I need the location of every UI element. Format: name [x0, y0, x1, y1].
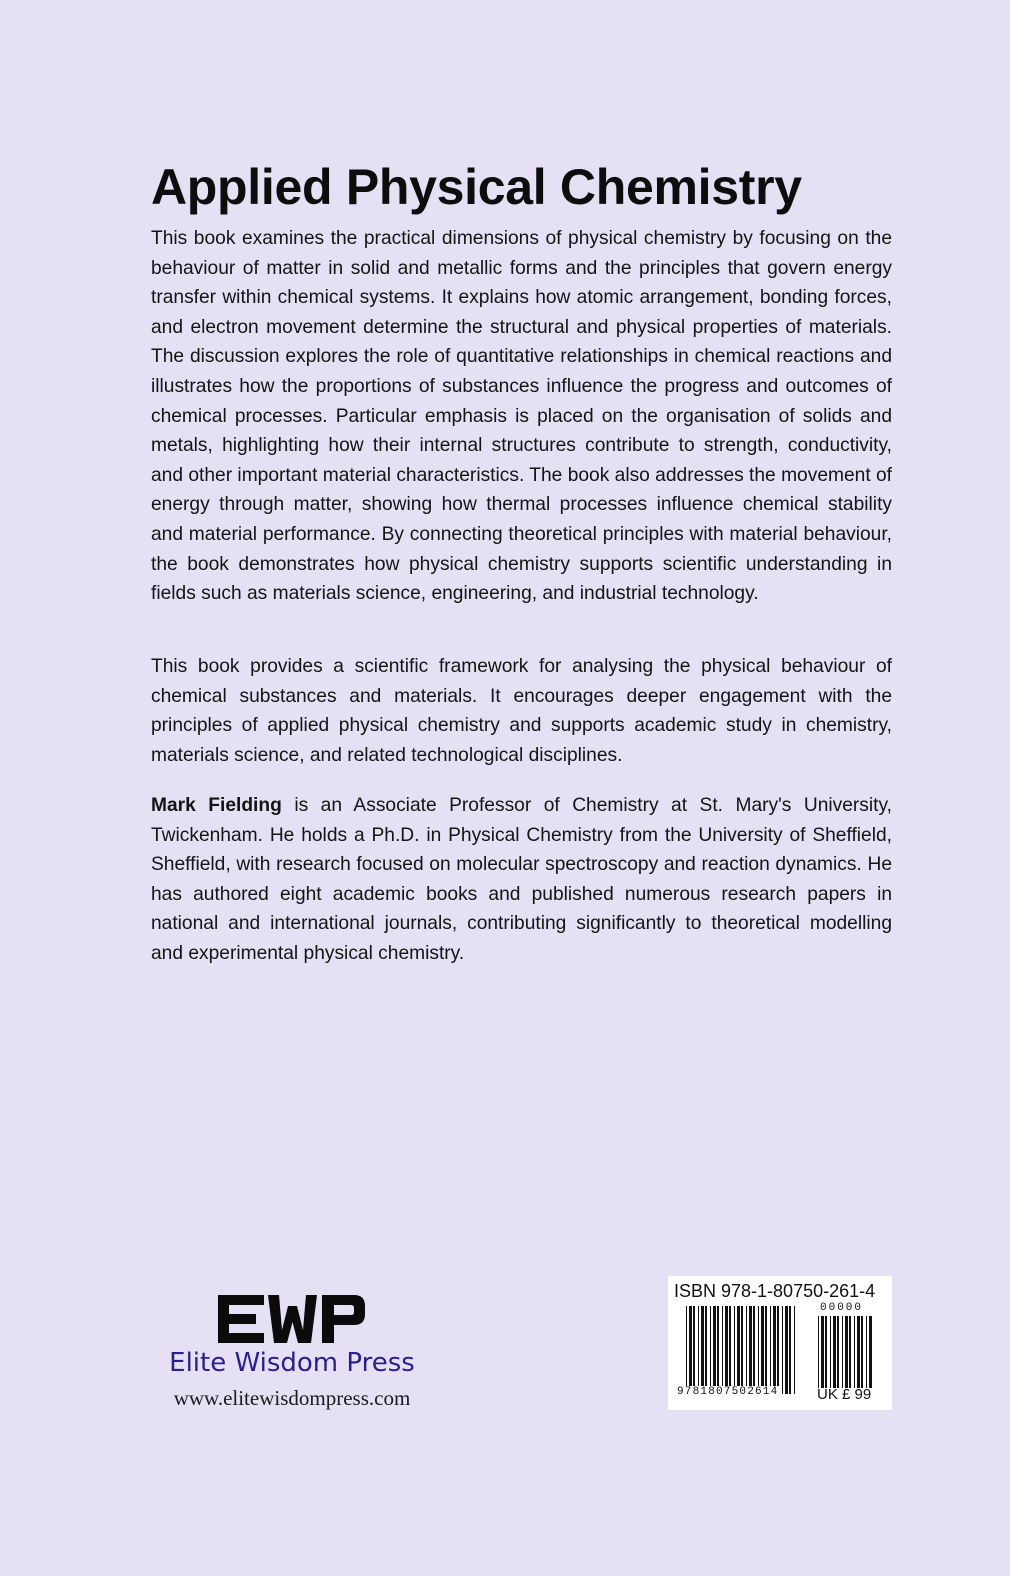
publisher-logo [151, 1292, 433, 1417]
barcode-digits: 9781807502614 [677, 1386, 779, 1398]
ewp-logo-mark [216, 1292, 368, 1346]
publisher-website: www.elitewisdompress.com [173, 1386, 411, 1410]
author-bio-paragraph [151, 791, 892, 969]
isbn-barcode [668, 1276, 892, 1410]
author-name: Mark Fielding [151, 795, 282, 816]
description-paragraph-1: This book examines the practical dimensions of physical chemistry by focusing on the behaviour of matter in solid and metallic forms and the principles that govern energy transfer within chemical systems. It explains how atomic arrangement, bonding forces, and electron movement determine the structural and physical properties of materials. The discussion explores the role of quantitative relationships in chemical reactions and illustrates how the proportions of substances influence the progress and outcomes of chemical processes. Particular emphasis is placed on the organisation of solids and metals, highlighting how their internal structures contribute to strength, conductivity, and other important material characteristics. The book also addresses the movement of energy through matter, showing how thermal processes influence chemical stability and material performance. By connecting theoretical principles with material behaviour, the book demonstrates how physical chemistry supports scientific understanding in fields such as materials science, engineering, and industrial technology. [151, 228, 892, 605]
isbn-label: ISBN 978-1-80750-261-4 [674, 1281, 876, 1301]
barcode-addon-digits: 00000 [820, 1302, 864, 1314]
price-label: UK £ 99 [817, 1386, 872, 1403]
publisher-name: Elite Wisdom Press [169, 1348, 415, 1378]
author-bio-text: is an Associate Professor of Chemistry at St. Mary's University, Twickenham. He holds a Ph.D. in Physical Chemistry from the University of Sheffield, Sheffield, with research focused on molecular spectroscopy and reaction dynamics. He has authored eight academic books and published numerous research papers in national and international journals, contributing significantly to theoretical modelling and experimental physical chemistry. [151, 795, 892, 964]
book-title: Applied Physical Chemistry [151, 159, 802, 215]
description-paragraph-2: This book provides a scientific framework for analysing the physical behaviour of chemical substances and materials. It encourages deeper engagement with the principles of applied physical chemistry and supports academic study in chemistry, materials science, and related technological disciplines. [151, 656, 892, 766]
